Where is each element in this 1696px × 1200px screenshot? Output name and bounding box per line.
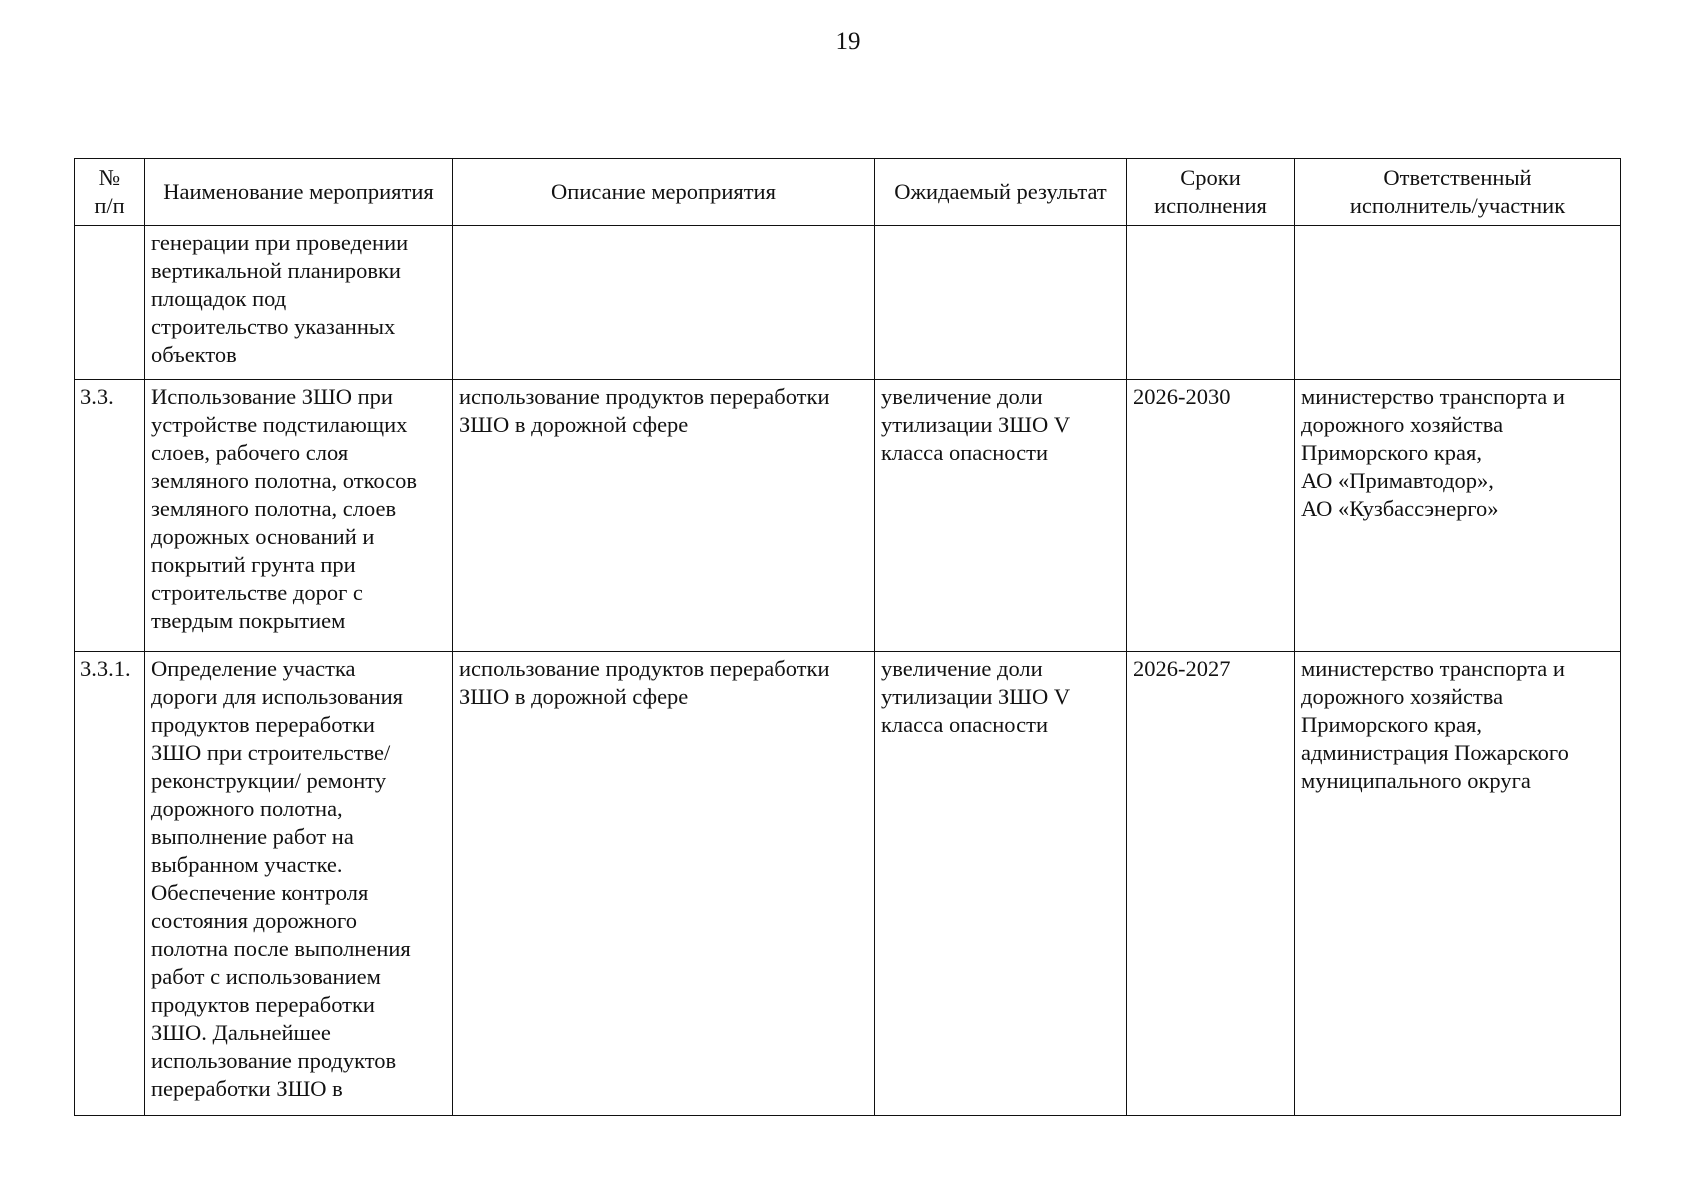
table-row — [75, 226, 1621, 380]
cell-description: использование продуктов переработки ЗШО в дорожной сфере — [453, 380, 875, 652]
cell-num: 3.3. — [75, 380, 145, 652]
header-result: Ожидаемый результат — [875, 159, 1127, 226]
cell-name: Использование ЗШО при устройстве подстилающих слоев, рабочего слоя земляного полотна, откосов земляного полотна, слоев дорожных оснований и покрытий грунта при строительстве дорог с твердым покрытием — [145, 380, 453, 652]
table-row — [75, 652, 1621, 1116]
cell-deadline: 2026-2027 — [1127, 652, 1295, 1116]
header-description: Описание мероприятия — [453, 159, 875, 226]
cell-result — [875, 226, 1127, 380]
table-header — [75, 159, 1621, 226]
table-body — [75, 226, 1621, 1116]
cell-responsible: министерство транспорта и дорожного хозяйства Приморского края, АО «Примавтодор», АО «Кузбассэнерго» — [1295, 380, 1621, 652]
cell-description — [453, 226, 875, 380]
page-number: 19 — [835, 28, 861, 55]
cell-name: Определение участка дороги для использования продуктов переработки ЗШО при строительстве/ реконструкции/ ремонту дорожного полотна, выполнение работ на выбранном участке. Обеспечение контроля состояния дорожного полотна после выполнения работ с использованием продуктов переработки ЗШО. Дальнейшее использование продуктов переработки ЗШО в — [145, 652, 453, 1116]
cell-num — [75, 226, 145, 380]
cell-deadline: 2026-2030 — [1127, 380, 1295, 652]
header-name: Наименование мероприятия — [145, 159, 453, 226]
cell-num: 3.3.1. — [75, 652, 145, 1116]
cell-result: увеличение доли утилизации ЗШО V класса опасности — [875, 652, 1127, 1116]
header-row — [75, 159, 1621, 226]
cell-deadline — [1127, 226, 1295, 380]
table-row — [75, 380, 1621, 652]
header-deadline: Сроки исполнения — [1127, 159, 1295, 226]
cell-responsible — [1295, 226, 1621, 380]
cell-responsible: министерство транспорта и дорожного хозяйства Приморского края, администрация Пожарского муниципального округа — [1295, 652, 1621, 1116]
header-num: № п/п — [75, 159, 145, 226]
header-responsible: Ответственный исполнитель/участник — [1295, 159, 1621, 226]
cell-description: использование продуктов переработки ЗШО в дорожной сфере — [453, 652, 875, 1116]
cell-name: генерации при проведении вертикальной планировки площадок под строительство указанных объектов — [145, 226, 453, 380]
cell-result: увеличение доли утилизации ЗШО V класса опасности — [875, 380, 1127, 652]
measures-table — [74, 158, 1621, 1116]
